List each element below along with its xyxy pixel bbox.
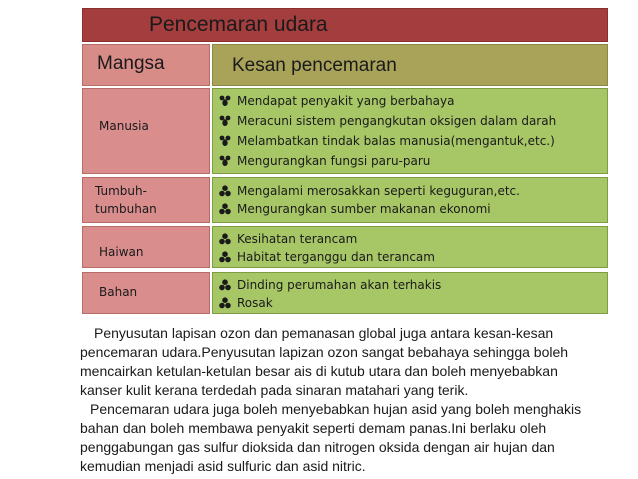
- cluster-bullet-icon: [219, 233, 231, 245]
- victim-cell: [82, 226, 210, 268]
- list-item: [219, 111, 556, 131]
- paragraph-line: Penyusutan lapisan ozon dan pemanasan global juga antara kesan-kesan: [94, 325, 554, 341]
- floral-bullet-icon: [219, 135, 231, 147]
- cluster-bullet-icon: [219, 203, 231, 215]
- table-row-tumbuhan: [82, 177, 608, 223]
- effects-cell: [212, 272, 608, 314]
- victim-cell: [82, 177, 210, 223]
- victim-label-line2: tumbuhan: [95, 202, 157, 216]
- cluster-bullet-icon: [219, 279, 231, 291]
- effect-text: Mengurangkan fungsi paru-paru: [237, 154, 431, 168]
- list-item: [219, 182, 520, 200]
- table-header-row: [82, 44, 608, 86]
- victim-cell: [82, 88, 210, 174]
- list-item: [219, 131, 556, 151]
- paragraph-line: penggabungan gas sulfur dioksida dan nitrogen oksida dengan air hujan dan: [80, 439, 555, 455]
- effects-list: [219, 276, 441, 312]
- floral-bullet-icon: [219, 115, 231, 127]
- paragraph-line: kanser kulit kerana terdedah pada sinaran matahari yang terik.: [80, 382, 469, 398]
- paragraph-line: pencemaran udara.Penyusutan lapizan ozon sangat bebahaya sehingga boleh: [80, 344, 569, 360]
- list-item: [219, 200, 520, 218]
- effect-text: Mengurangkan sumber makanan ekonomi: [237, 202, 491, 216]
- victim-cell: [82, 272, 210, 314]
- effect-text: Habitat terganggu dan terancam: [237, 250, 435, 264]
- floral-bullet-icon: [219, 155, 231, 167]
- header-victim-label: Mangsa: [97, 53, 165, 74]
- paragraph-line: kemudian menjadi asid sulfuric dan asid nitric.: [80, 458, 366, 474]
- cluster-bullet-icon: [219, 251, 231, 263]
- effects-cell: [212, 226, 608, 268]
- effects-list: [219, 230, 435, 266]
- victim-label-line1: Tumbuh-: [95, 184, 147, 198]
- victim-label: Bahan: [99, 285, 138, 299]
- list-item: [219, 248, 435, 266]
- effects-list: [219, 91, 556, 171]
- table-row-haiwan: [82, 226, 608, 268]
- cluster-bullet-icon: [219, 297, 231, 309]
- victim-label: Haiwan: [99, 245, 144, 259]
- effect-text: Dinding perumahan akan terhakis: [237, 278, 442, 292]
- table-row-bahan: [82, 272, 608, 314]
- floral-bullet-icon: [219, 95, 231, 107]
- effect-text: Mengalami merosakkan seperti keguguran,etc.: [237, 184, 520, 198]
- effects-list: [219, 182, 520, 218]
- header-victim: [82, 44, 210, 86]
- list-item: [219, 230, 435, 248]
- effect-text: Rosak: [237, 296, 273, 310]
- effects-cell: [212, 177, 608, 223]
- table-title-bar: [82, 8, 608, 42]
- list-item: [219, 276, 441, 294]
- list-item: [219, 91, 556, 111]
- list-item: [219, 151, 556, 171]
- paragraph-line: mencairkan ketulan-ketulan besar ais di kutub utara dan boleh menyebabkan: [80, 363, 558, 379]
- effect-text: Meracuni sistem pengangkutan oksigen dalam darah: [237, 114, 557, 128]
- header-effects: [212, 44, 608, 86]
- paragraph-line: bahan dan boleh membawa penyakit seperti demam panas.Ini berlaku oleh: [80, 420, 547, 436]
- effect-text: Mendapat penyakit yang berbahaya: [237, 94, 455, 108]
- paragraph-line: Pencemaran udara juga boleh menyebabkan hujan asid yang boleh menghakis: [90, 401, 582, 417]
- effects-cell: [212, 88, 608, 174]
- effect-text: Kesihatan terancam: [237, 232, 358, 246]
- cluster-bullet-icon: [219, 185, 231, 197]
- effect-text: Melambatkan tindak balas manusia(mengantuk,etc.): [237, 134, 555, 148]
- list-item: [219, 294, 441, 312]
- table-row-manusia: [82, 88, 608, 174]
- header-effects-label: Kesan pencemaran: [232, 55, 397, 76]
- table-title: Pencemaran udara: [149, 13, 328, 36]
- victim-label: Manusia: [99, 119, 149, 133]
